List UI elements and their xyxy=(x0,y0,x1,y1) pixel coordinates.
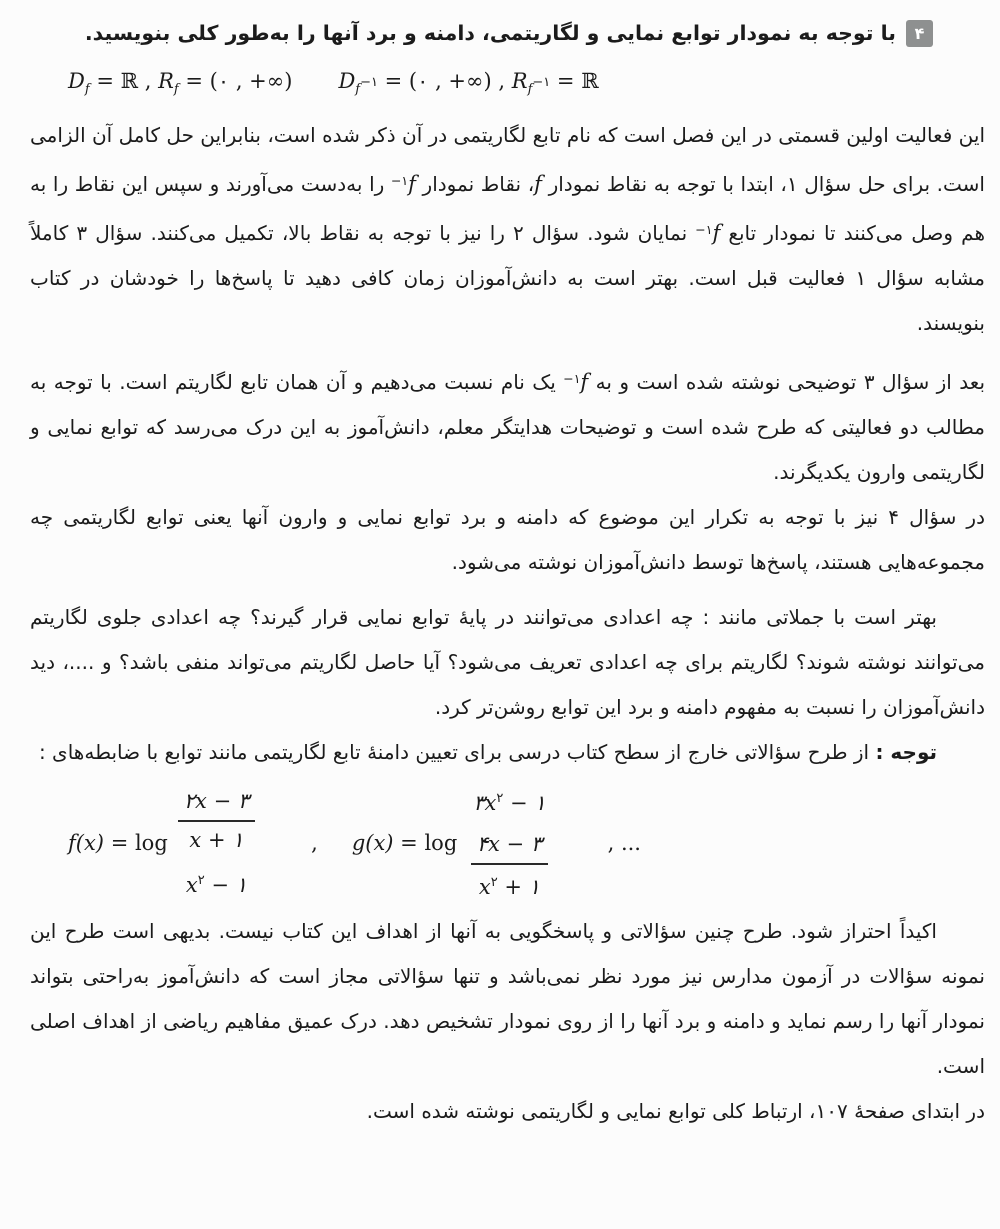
outer-numerator xyxy=(467,783,551,819)
inverse-exponent: −۱ xyxy=(695,222,713,238)
text-run: ، نقاط نمودار xyxy=(415,172,535,197)
activity-question-text: با توجه به نمودار توابع نمایی و لگاریتمی، دامنه و برد آنها را به‌طور کلی بنویسید. xyxy=(84,21,896,45)
formula-separator-comma: , xyxy=(311,831,318,856)
symbol-f-inverse xyxy=(391,172,416,196)
interval-segment: = (۰ , +∞) xyxy=(178,69,293,93)
formula-g-fraction-stack xyxy=(467,783,551,903)
domain-range-line xyxy=(68,64,985,107)
paragraph-page-107-reference: در ابتدای صفحهٔ ۱۰۷، ارتباط کلی توابع نمایی و لگاریتمی نوشته شده است. xyxy=(366,1099,985,1124)
paragraph-avoidance-warning: اکیداً احتراز شود. طرح چنین سؤالاتی و پاسخگویی به آنها از اهداف این کتاب نیست. بدیهی است طرح این نمونه سؤالات در آزمون مدارس نیز مورد نظر نمی‌باشد و تنها سؤالاتی مجاز است که دانش‌آموز به‌راحتی بتواند نمودار آنها را رسم نماید و دامنه و برد آنها را از روی نمودار تشخیص دهد. درک عمیق مفاهیم ریاضی از اهداف اصلی است. xyxy=(30,919,985,1079)
subscript-f: f xyxy=(355,82,361,98)
formula-g xyxy=(352,783,552,903)
log-operator: log xyxy=(424,831,458,856)
outer-denominator xyxy=(180,865,253,901)
text-run: − ۱ xyxy=(503,791,546,816)
fraction-denominator xyxy=(473,867,546,903)
symbol-f-inverse xyxy=(563,370,588,394)
log-operator: log xyxy=(134,831,168,856)
exponent-2: ۲ xyxy=(490,875,498,891)
symbol-x: x xyxy=(185,873,198,898)
subscript-f: f xyxy=(173,82,179,98)
exponent-2: ۲ xyxy=(496,791,504,807)
inverse-exponent: −۱ xyxy=(532,75,551,90)
function-name-g: g(x) xyxy=(351,831,394,856)
subscript-f: f xyxy=(84,82,90,98)
symbol-R: R xyxy=(158,69,174,93)
caution-label: توجه : xyxy=(875,740,937,765)
paragraph-activity-solution xyxy=(30,113,985,346)
symbol-f: f xyxy=(408,172,416,197)
paragraph-question4-note: در سؤال ۴ نیز با توجه به تکرار این موضوع که دامنه و برد توابع نمایی و وارون آنها یعنی توابع لگاریتمی چه مجموعه‌هایی هستند، پاسخ‌ها توسط دانش‌آموزان نوشته می‌شود. xyxy=(30,505,985,575)
activity-question-row xyxy=(30,18,933,48)
paragraph-logarithm-naming xyxy=(30,356,985,495)
text-run: نمایان شود. سؤال ۲ را نیز با توجه به نقاط بالا، تکمیل می‌کنند. سؤال ۳ کاملاً مشابه سؤال ۱ فعالیت قبل است. بهتر است به دانش‌آموزان زمان کافی دهید تا پاسخ‌ها را خودشان در کتاب بنویسند. xyxy=(30,221,985,336)
inverse-exponent: −۱ xyxy=(390,173,409,189)
text-run: این فعالیت اولین قسمتی در این فصل است که نام تابع لگاریتمی در آن ذکر شده است، بنابراین حل کامل آن الزامی است. برای حل سؤال ۱، ابتدا با توجه به نقاط نمودار xyxy=(30,123,985,197)
symbol-x: x xyxy=(478,875,491,900)
fraction-numerator: ۲x − ۳ xyxy=(178,785,255,822)
subscript-f: f xyxy=(527,82,533,98)
equals-R-segment: = ℝ , xyxy=(89,69,159,93)
formula-f-lhs xyxy=(68,831,168,855)
text-run: − ۱ xyxy=(204,873,247,898)
symbol-f-inverse xyxy=(695,221,720,245)
text-run: از طرح سؤالاتی خارج از سطح کتاب درسی برای تعیین دامنهٔ تابع لگاریتمی مانند توابع با ضابطه‌های : xyxy=(38,740,876,765)
formula-g-lhs xyxy=(352,831,457,855)
symbol-3x: ۳x xyxy=(473,791,497,816)
interval-segment: = (۰ , +∞) , xyxy=(377,69,512,93)
symbol-f: f xyxy=(580,370,589,395)
symbol-f: f xyxy=(712,221,721,246)
equals-sign: = xyxy=(104,831,135,856)
symbol-D-inverse: D xyxy=(338,69,356,93)
text-run: + ۱ xyxy=(497,875,540,900)
activity-number-badge: ۴ xyxy=(906,20,933,47)
text-run: را به‌دست می‌آورند و سپس این نقاط را به هم وصل می‌کنند تا نمودار تابع xyxy=(30,172,986,246)
text-run: بعد از سؤال ۳ توضیحی نوشته شده است و به xyxy=(588,370,986,395)
equals-sign: = xyxy=(393,831,425,856)
fraction-numerator: ۴x − ۳ xyxy=(471,828,548,865)
example-formulas-block xyxy=(68,783,985,903)
paragraph-caution xyxy=(30,730,985,775)
formula-ellipsis: , ... xyxy=(607,831,641,856)
formula-f xyxy=(68,785,255,901)
fraction-denominator: x + ۱ xyxy=(189,828,244,853)
exponent-2: ۲ xyxy=(197,873,205,889)
function-name-f: f(x) xyxy=(68,831,105,856)
symbol-f: f xyxy=(534,172,542,197)
symbol-R-inverse: R xyxy=(511,69,528,93)
inverse-exponent: −۱ xyxy=(360,75,378,90)
equals-R-segment: = ℝ xyxy=(550,69,599,93)
formula-f-fraction-stack xyxy=(178,785,255,901)
symbol-D: D xyxy=(68,69,85,93)
text-run: یک نام نسبت می‌دهیم و آن همان تابع لگاریتم است. با توجه به مطالب دو فعالیتی که طرح شده است و توضیحات هدایتگر معلم، دانش‌آموز به این درک می‌رسد که توابع نمایی و لگاریتمی وارون یکدیگرند. xyxy=(30,370,985,485)
inverse-exponent: −۱ xyxy=(563,371,581,387)
paragraph-guiding-questions: بهتر است با جملاتی مانند : چه اعدادی می‌توانند در پایهٔ توابع نمایی قرار گیرند؟ چه اعدادی جلوی لگاریتم می‌توانند نوشته شوند؟ لگاریتم برای چه اعدادی تعریف می‌شود؟ آیا حاصل لگاریتم می‌تواند منفی باشد؟ و ....، دید دانش‌آموزان را نسبت به مفهوم دامنه و برد این توابع روشن‌تر کرد. xyxy=(30,605,985,720)
